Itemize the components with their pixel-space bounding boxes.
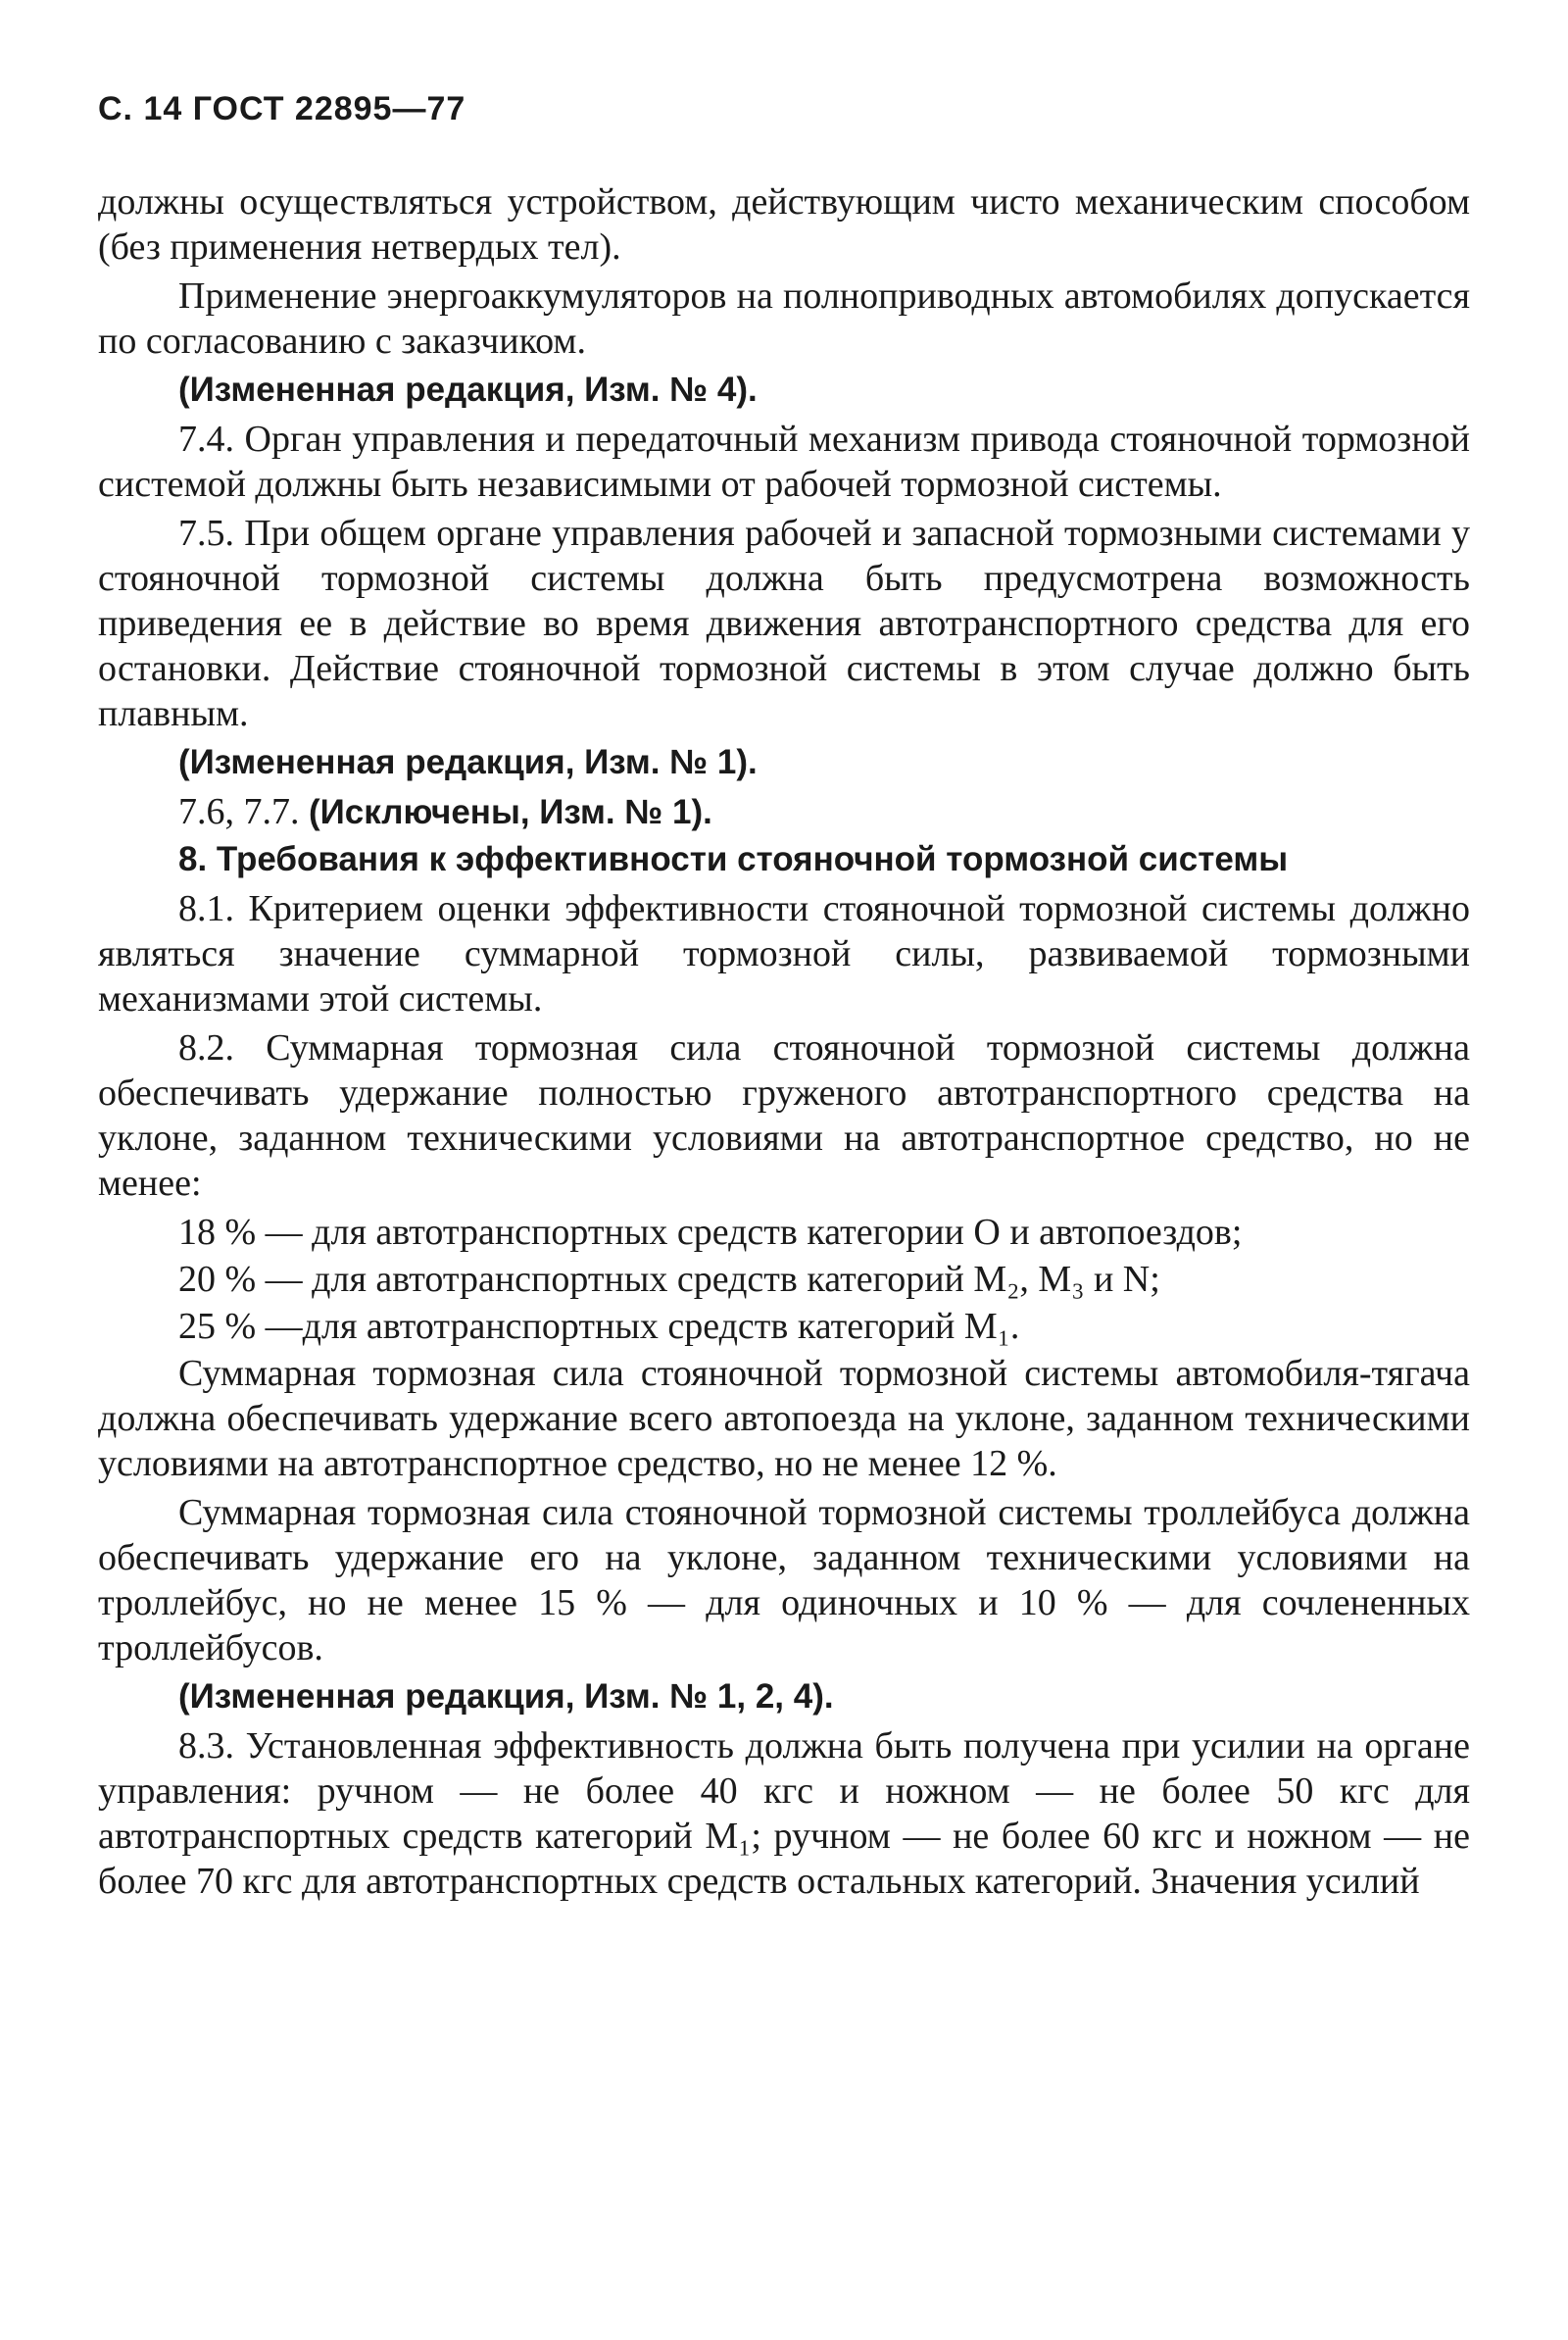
paragraph-8-2: 8.2. Суммарная тормозная сила стояночной тормозной системы должна обеспечивать удержание полностью груженого автотранспортного средства на уклоне, заданном техническими условиями на автотранспортное средство, но не менее: bbox=[98, 1027, 1470, 1204]
paragraph-8-3: 8.3. Установленная эффективность должна быть получена при усилии на органе управления: ручном — не более 40 кгс и ножном — не более 50 кгс для автотранспортных средств категорий M₁; ручном — не более 60 кгс и ножном — не более 70 кгс для автотранспортных средств остальных категорий. Значения усилий bbox=[98, 1725, 1470, 1902]
paragraph-7-4: 7.4. Орган управления и передаточный механизм привода стояночной тормозной системой должны быть независимыми от рабочей тормозной системы. bbox=[98, 419, 1470, 505]
paragraph-7-6-7-7 bbox=[98, 789, 1470, 835]
amendment-note-1-2-4: (Измененная редакция, Изм. № 1, 2, 4). bbox=[178, 1677, 834, 1716]
paragraph-7-6-number: 7.6, 7.7. bbox=[178, 791, 309, 832]
paragraph-8-1: 8.1. Критерием оценки эффективности стояночной тормозной системы должно являться значение суммарной тормозной силы, развиваемой тормозными механизмами этой системы. bbox=[98, 888, 1470, 1020]
document-page bbox=[98, 90, 1470, 1908]
list-item-25-percent: 25 % —для автотранспортных средств категорий M₁. bbox=[178, 1306, 1020, 1347]
amendment-note-4: (Измененная редакция, Изм. № 4). bbox=[178, 371, 758, 409]
page-header: С. 14 ГОСТ 22895—77 bbox=[98, 90, 466, 127]
list-item-18-percent: 18 % — для автотранспортных средств категории О и автопоездов; bbox=[178, 1212, 1243, 1253]
section-8-heading: 8. Требования к эффективности стояночной тормозной системы bbox=[178, 840, 1289, 878]
amendment-note-1: (Измененная редакция, Изм. № 1). bbox=[178, 743, 758, 781]
excluded-note: (Исключены, Изм. № 1). bbox=[309, 793, 712, 831]
paragraph-trolleybus: Суммарная тормозная сила стояночной тормозной системы троллейбуса должна обеспечивать удержание его на уклоне, заданном техническими условиями на троллейбус, но не менее 15 % — для одиночных и 10 % — для сочлененных троллейбусов. bbox=[98, 1492, 1470, 1668]
paragraph-tractor: Суммарная тормозная сила стояночной тормозной системы автомобиля-тягача должна обеспечивать удержание всего автопоезда на уклоне, заданном техническими условиями на автотранспортное средство, но не менее 12 %. bbox=[98, 1353, 1470, 1484]
paragraph-energy-accumulators: Применение энергоаккумуляторов на полноприводных автомобилях допускается по согласованию с заказчиком. bbox=[98, 275, 1470, 362]
paragraph-7-5: 7.5. При общем органе управления рабочей и запасной тормозными системами у стояночной тормозной системы должна быть предусмотрена возможность приведения ее в действие во время движения автотранспортного средства для его остановки. Действие стояночной тормозной системы в этом случае должно быть плавным. bbox=[98, 513, 1470, 734]
paragraph-continuation: должны осуществляться устройством, действующим чисто механическим способом (без применения нетвердых тел). bbox=[98, 181, 1470, 268]
list-item-20-percent: 20 % — для автотранспортных средств категорий M₂, M₃ и N; bbox=[178, 1259, 1160, 1300]
